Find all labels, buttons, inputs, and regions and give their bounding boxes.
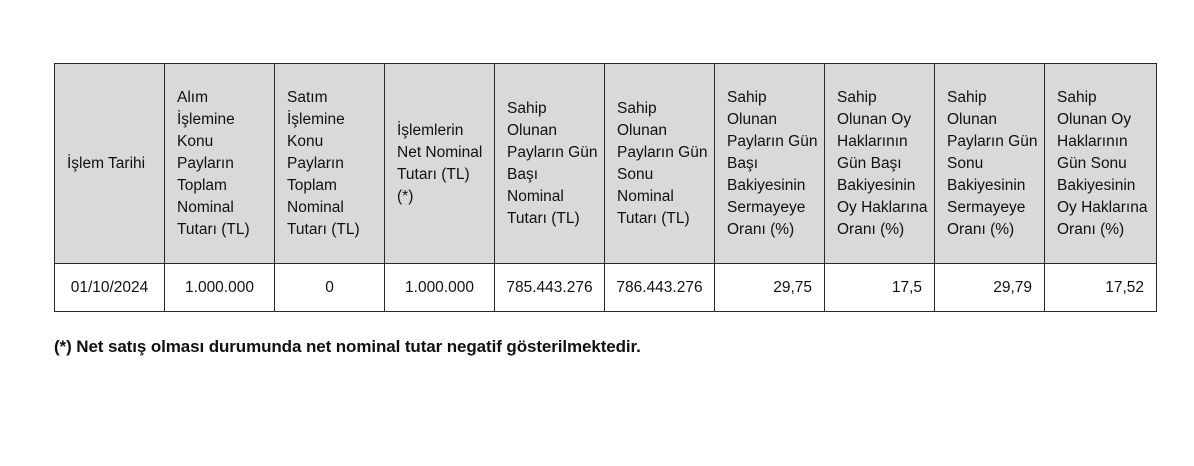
header-alim-nominal: Alım İşlemine Konu Payların Toplam Nominal Tutarı (TL): [165, 64, 275, 264]
header-gun-sonu-sermaye-orani: Sahip Olunan Payların Gün Sonu Bakiyesinin Sermayeye Oranı (%): [935, 64, 1045, 264]
cell-alim-nominal: 1.000.000: [165, 264, 275, 312]
cell-gun-sonu-nominal: 786.443.276: [605, 264, 715, 312]
cell-gun-sonu-oy-orani: 17,52: [1045, 264, 1157, 312]
header-gun-basi-nominal: Sahip Olunan Payların Gün Başı Nominal Tutarı (TL): [495, 64, 605, 264]
header-satim-nominal: Satım İşlemine Konu Payların Toplam Nominal Tutarı (TL): [275, 64, 385, 264]
cell-gun-sonu-sermaye-orani: 29,79: [935, 264, 1045, 312]
table-row: [55, 264, 1157, 312]
cell-net-nominal: 1.000.000: [385, 264, 495, 312]
header-gun-basi-oy-orani: Sahip Olunan Oy Haklarının Gün Başı Bakiyesinin Oy Haklarına Oranı (%): [825, 64, 935, 264]
shareholding-table: [54, 63, 1157, 312]
cell-satim-nominal: 0: [275, 264, 385, 312]
header-net-nominal: İşlemlerin Net Nominal Tutarı (TL) (*): [385, 64, 495, 264]
header-gun-sonu-nominal: Sahip Olunan Payların Gün Sonu Nominal Tutarı (TL): [605, 64, 715, 264]
header-row: [55, 64, 1157, 264]
cell-gun-basi-oy-orani: 17,5: [825, 264, 935, 312]
header-islem-tarihi: İşlem Tarihi: [55, 64, 165, 264]
header-gun-basi-sermaye-orani: Sahip Olunan Payların Gün Başı Bakiyesinin Sermayeye Oranı (%): [715, 64, 825, 264]
cell-gun-basi-nominal: 785.443.276: [495, 264, 605, 312]
footnote: (*) Net satış olması durumunda net nominal tutar negatif gösterilmektedir.: [54, 337, 641, 356]
cell-gun-basi-sermaye-orani: 29,75: [715, 264, 825, 312]
header-gun-sonu-oy-orani: Sahip Olunan Oy Haklarının Gün Sonu Bakiyesinin Oy Haklarına Oranı (%): [1045, 64, 1157, 264]
cell-islem-tarihi: 01/10/2024: [55, 264, 165, 312]
